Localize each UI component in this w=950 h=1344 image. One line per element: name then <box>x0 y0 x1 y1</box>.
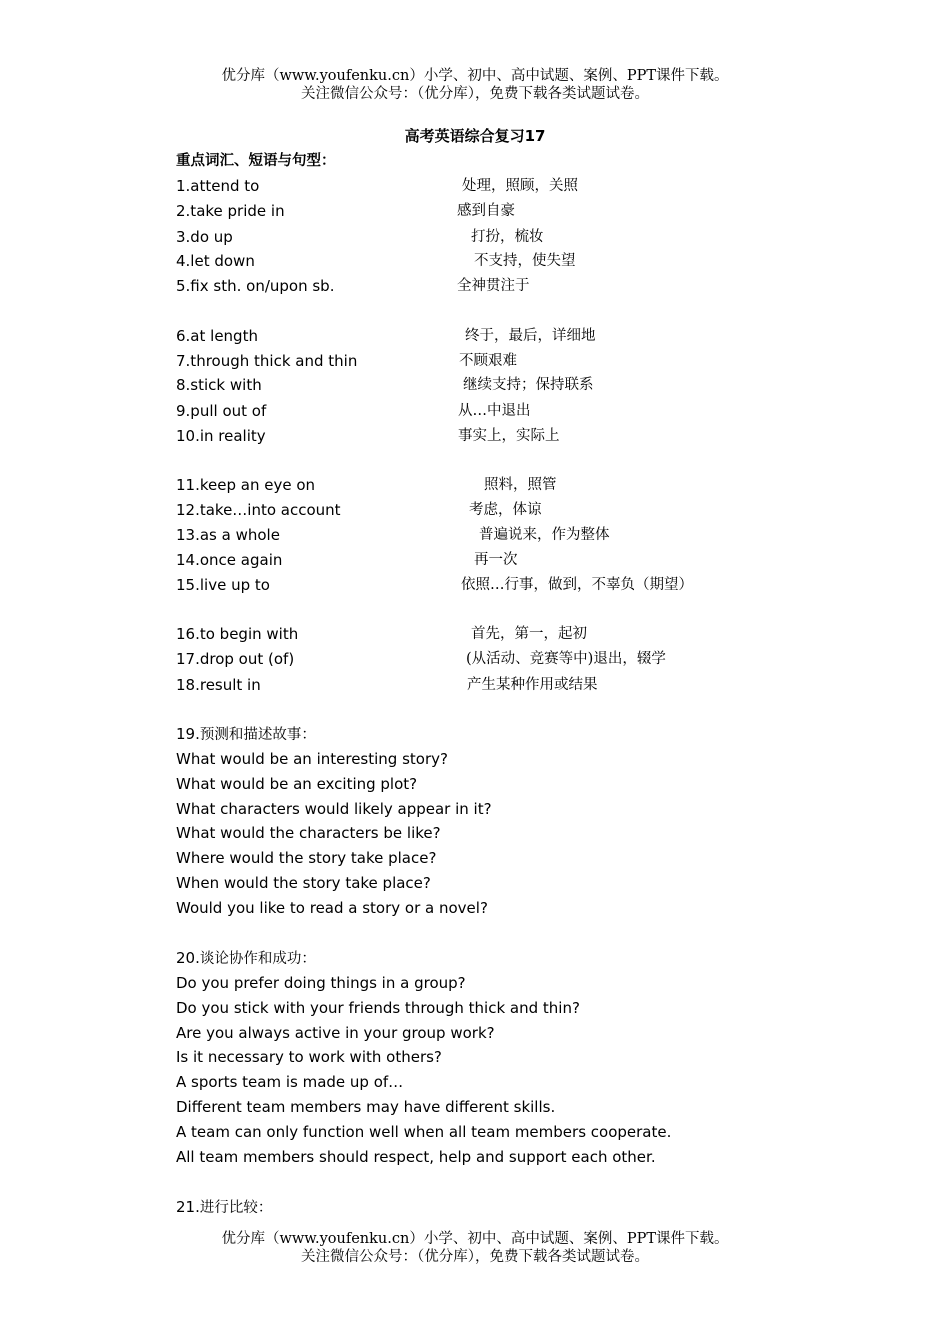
phrase-meaning: 继续支持；保持联系 <box>463 377 594 393</box>
phrase-meaning: 照料，照管 <box>484 477 557 493</box>
section-heading-text: 进行比较： <box>199 1200 273 1216</box>
section-number: 21. <box>176 1198 200 1216</box>
sentence-line: Do you stick with your friends through thick and thin? <box>176 999 580 1017</box>
page-footer <box>0 1230 950 1266</box>
phrase-meaning: 从…中退出 <box>458 403 531 419</box>
sentence-line: Where would the story take place? <box>176 849 437 867</box>
footer-line-2: 关注微信公众号：（优分库），免费下载各类试题试卷。 <box>301 1249 649 1265</box>
section-19-heading <box>176 724 316 745</box>
phrase-term: 17.drop out (of) <box>176 650 295 668</box>
phrase-meaning: 依照…行事，做到，不辜负（期望） <box>461 577 693 593</box>
sentence-line: Would you like to read a story or a novel? <box>176 899 488 917</box>
phrase-meaning: 打扮，梳妆 <box>471 229 544 245</box>
sentence-line: Are you always active in your group work? <box>176 1024 495 1042</box>
phrase-meaning: 终于，最后，详细地 <box>465 328 596 344</box>
phrase-term: 10.in reality <box>176 427 266 445</box>
phrase-meaning: 普遍说来，作为整体 <box>479 527 610 543</box>
phrase-meaning: (从活动、竞赛等中)退出，辍学 <box>466 651 666 667</box>
section-21-heading <box>176 1197 272 1218</box>
sentence-line: What would the characters be like? <box>176 824 441 842</box>
phrase-term: 6.at length <box>176 327 258 345</box>
phrase-term: 16.to begin with <box>176 625 299 643</box>
sentence-line: All team members should respect, help and support each other. <box>176 1148 656 1166</box>
section-number: 19. <box>176 725 200 743</box>
section-heading-text: 谈论协作和成功： <box>199 951 316 967</box>
sentence-line: What characters would likely appear in it? <box>176 800 492 818</box>
phrase-term: 12.take…into account <box>176 501 341 519</box>
sentence-line: A sports team is made up of… <box>176 1073 404 1091</box>
phrase-meaning: 处理，照顾，关照 <box>462 178 578 194</box>
phrase-term: 3.do up <box>176 228 233 246</box>
phrase-meaning: 再一次 <box>474 552 518 568</box>
phrase-meaning: 感到自豪 <box>457 203 515 219</box>
sentence-line: What would be an exciting plot? <box>176 775 418 793</box>
sentence-line: When would the story take place? <box>176 874 431 892</box>
phrase-term: 11.keep an eye on <box>176 476 316 494</box>
sentence-line: Do you prefer doing things in a group? <box>176 974 466 992</box>
phrase-term: 18.result in <box>176 676 261 694</box>
phrase-term: 5.fix sth. on/upon sb. <box>176 277 335 295</box>
phrase-meaning: 不支持，使失望 <box>474 253 576 269</box>
phrase-term: 8.stick with <box>176 376 262 394</box>
phrase-meaning: 首先，第一，起初 <box>471 626 587 642</box>
section-title: 重点词汇、短语与句型： <box>176 153 336 169</box>
page-header <box>0 67 950 103</box>
sentence-line: A team can only function well when all team members cooperate. <box>176 1123 672 1141</box>
phrase-term: 15.live up to <box>176 576 270 594</box>
phrase-term: 13.as a whole <box>176 526 280 544</box>
sentence-line: Different team members may have different skills. <box>176 1098 556 1116</box>
section-number: 20. <box>176 949 200 967</box>
phrase-meaning: 不顾艰难 <box>459 353 517 369</box>
phrase-term: 1.attend to <box>176 177 260 195</box>
section-heading-text: 预测和描述故事： <box>199 727 316 743</box>
phrase-meaning: 考虑，体谅 <box>469 502 542 518</box>
header-line-1: 优分库（www.youfenku.cn）小学、初中、高中试题、案例、PPT课件下载。 <box>221 68 729 84</box>
phrase-term: 7.through thick and thin <box>176 352 358 370</box>
footer-line-1: 优分库（www.youfenku.cn）小学、初中、高中试题、案例、PPT课件下载。 <box>221 1231 729 1247</box>
phrase-meaning: 事实上，实际上 <box>458 428 560 444</box>
phrase-meaning: 全神贯注于 <box>457 278 530 294</box>
phrase-term: 4.let down <box>176 252 255 270</box>
section-20-heading <box>176 948 316 969</box>
phrase-meaning: 产生某种作用或结果 <box>467 677 598 693</box>
header-line-2: 关注微信公众号：（优分库），免费下载各类试题试卷。 <box>301 86 649 102</box>
phrase-term: 14.once again <box>176 551 283 569</box>
sentence-line: What would be an interesting story? <box>176 750 448 768</box>
sentence-line: Is it necessary to work with others? <box>176 1048 442 1066</box>
phrase-term: 2.take pride in <box>176 202 285 220</box>
phrase-term: 9.pull out of <box>176 402 267 420</box>
document-title: 高考英语综合复习17 <box>404 127 546 145</box>
